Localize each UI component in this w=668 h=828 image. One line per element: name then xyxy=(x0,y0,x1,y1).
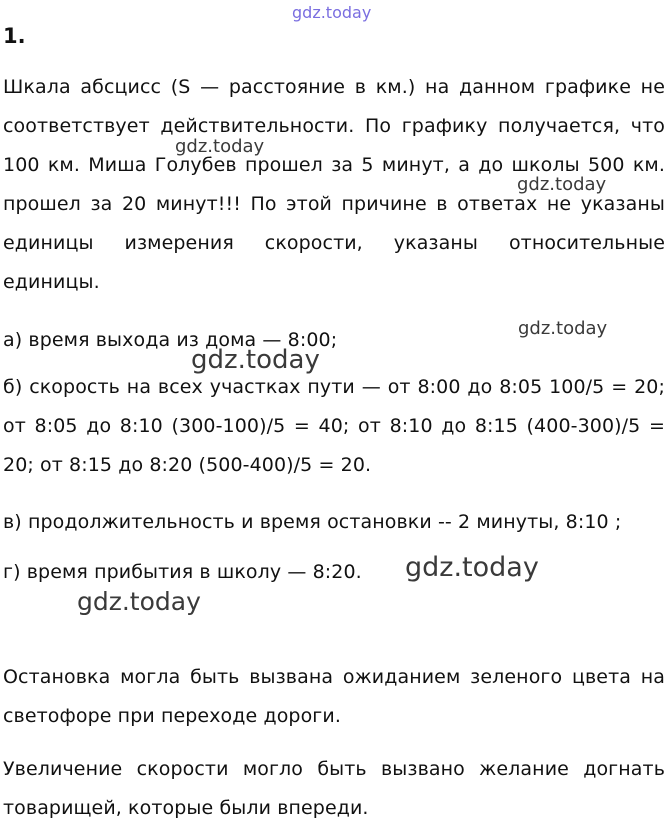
answer-b: б) скорость на всех участках пути — от 8:00 до 8:05 100/5 = 20; от 8:05 до 8:10 (300-100)/5 = 40; от 8:10 до 8:15 (400-300)/5 = 20; от 8:15 до 8:20 (500-400)/5 = 20. xyxy=(3,376,665,476)
answer-v: в) продолжительность и время остановки -- 2 минуты, 8:10 ; xyxy=(3,511,622,533)
speed-explanation: Увеличение скорости могло быть вызвано желание догнать товарищей, которые были впереди. xyxy=(3,758,665,819)
watermark: gdz.today xyxy=(77,587,201,616)
watermark-top: gdz.today xyxy=(292,3,372,22)
answer-g: г) время прибытия в школу — 8:20. xyxy=(3,561,362,583)
watermark: gdz.today xyxy=(518,318,608,339)
watermark: gdz.today xyxy=(405,552,539,583)
stop-explanation: Остановка могла быть вызвана ожиданием зеленого цвета на светофоре при переходе дороги. xyxy=(3,666,665,727)
watermark: gdz.today xyxy=(191,345,320,375)
task-number: 1. xyxy=(3,24,26,48)
answer-a: а) время выхода из дома — 8:00; xyxy=(3,329,338,351)
watermark: gdz.today xyxy=(517,174,607,195)
watermark: gdz.today xyxy=(175,136,265,157)
intro-paragraph: Шкала абсцисс (S — расстояние в км.) на данном графике не соответствует действительности. По графику получается, что 100 км. Миша Голубев прошел за 5 минут, а до школы 500 км. прошел за 20 минут!!! По этой причине в ответах не указаны единицы измерения скорости, указаны относительные единицы. xyxy=(3,76,665,293)
